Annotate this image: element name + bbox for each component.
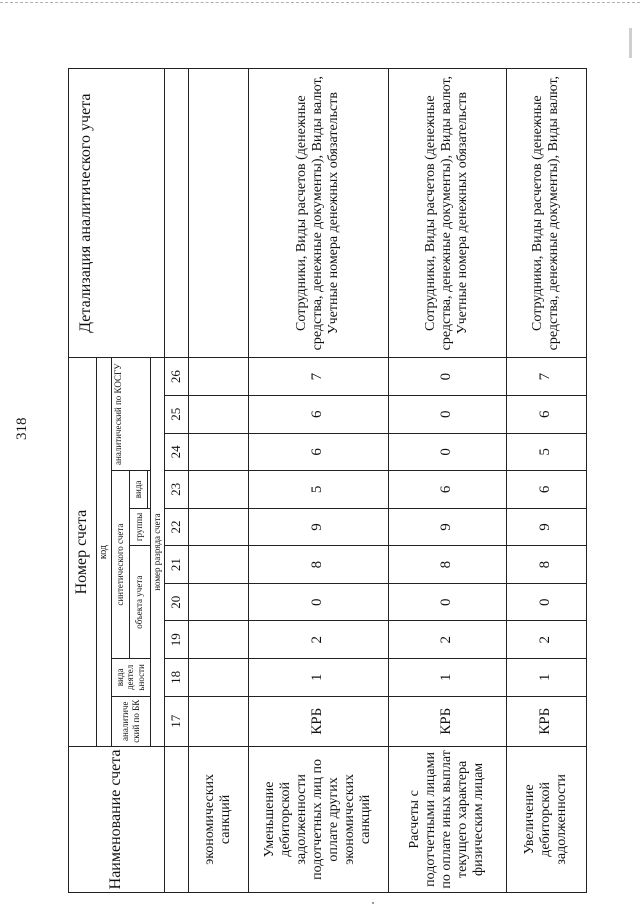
row-1-detail: Сотрудники, Виды расчетов (денежные средства, денежные документы), Виды валют, Учетные номера денежных обязательств [248, 69, 388, 358]
row-3-v17: КРБ [506, 696, 586, 746]
row-0-v21 [188, 546, 248, 584]
scan-artifact [629, 28, 632, 58]
digit-18: 18 [164, 659, 188, 697]
digit-21: 21 [164, 546, 188, 584]
row-2-v22: 9 [388, 508, 506, 546]
row-1-v23: 5 [248, 471, 388, 509]
header-digit-number: номер разряда счета [150, 358, 164, 746]
row-3-v22: 9 [506, 508, 586, 546]
row-0-v19 [188, 621, 248, 659]
row-2-name: Расчеты с подотчетными лицами по оплате иных выплат текущего характера физическим лицам [388, 746, 506, 892]
row-3-v23: 6 [506, 471, 586, 509]
digit-19: 19 [164, 621, 188, 659]
row-1-v24: 6 [248, 433, 388, 471]
scan-edge-line [0, 2, 640, 3]
header-account-number: Номер счета [69, 358, 97, 746]
digit-22: 22 [164, 508, 188, 546]
row-2-v24: 0 [388, 433, 506, 471]
row-0-v23 [188, 471, 248, 509]
header-kind: вида [129, 471, 147, 509]
row-2-v21: 8 [388, 546, 506, 584]
row-0-v25 [188, 395, 248, 433]
header-detail: Детализация аналитического учета [69, 69, 165, 358]
rotated-table-container [68, 68, 580, 893]
row-3-v26: 7 [506, 358, 586, 396]
digit-17: 17 [164, 696, 188, 746]
row-1-v18: 1 [248, 659, 388, 697]
header-object: объекта учета [129, 546, 150, 659]
row-1-v17: КРБ [248, 696, 388, 746]
row-2-detail: Сотрудники, Виды расчетов (денежные средства, денежные документы), Виды валют, Учетные номера денежных обязательств [388, 69, 506, 358]
row-3-v20: 0 [506, 583, 586, 621]
row-0-v17 [188, 696, 248, 746]
row-2-v23: 6 [388, 471, 506, 509]
page-number: 318 [14, 417, 30, 440]
row-0-v20 [188, 583, 248, 621]
row-1-name: Уменьшение дебиторской задолженности подотчетных лиц по оплате других экономических санкций [248, 746, 388, 892]
row-0-detail [188, 69, 248, 358]
row-1-v21: 8 [248, 546, 388, 584]
row-2-v17: КРБ [388, 696, 506, 746]
digit-detail-blank [164, 69, 188, 358]
row-1-v19: 2 [248, 621, 388, 659]
row-2-v19: 2 [388, 621, 506, 659]
row-3-v19: 2 [506, 621, 586, 659]
digit-blank [164, 746, 188, 892]
header-account-name: Наименование счета [69, 746, 165, 892]
row-0-v26 [188, 358, 248, 396]
row-0-v24 [188, 433, 248, 471]
row-2-v26: 0 [388, 358, 506, 396]
digit-25: 25 [164, 395, 188, 433]
row-3-v24: 5 [506, 433, 586, 471]
row-3-name: Увеличение дебиторской задолженности [506, 746, 586, 892]
row-1-v26: 7 [248, 358, 388, 396]
row-1-v25: 6 [248, 395, 388, 433]
row-3-detail: Сотрудники, Виды расчетов (денежные средства, денежные документы), Виды валют, [506, 69, 586, 358]
row-2-v25: 0 [388, 395, 506, 433]
row-3-v21: 8 [506, 546, 586, 584]
digit-26: 26 [164, 358, 188, 396]
row-0-name: экономических санкций [188, 746, 248, 892]
digit-20: 20 [164, 583, 188, 621]
row-1-v20: 0 [248, 583, 388, 621]
digit-24: 24 [164, 433, 188, 471]
row-1-v22: 9 [248, 508, 388, 546]
header-code: код [97, 358, 112, 746]
row-2-v20: 0 [388, 583, 506, 621]
row-0-v18 [188, 659, 248, 697]
row-2-v18: 1 [388, 659, 506, 697]
row-3-v18: 1 [506, 659, 586, 697]
accounts-table [68, 68, 587, 893]
row-0-v22 [188, 508, 248, 546]
row-3-v25: 6 [506, 395, 586, 433]
header-analytic-kosgu: аналитический по КОСГУ [111, 358, 150, 471]
header-group: группы [129, 508, 150, 546]
scan-speck [372, 902, 374, 904]
digit-23: 23 [164, 471, 188, 509]
header-activity-type: вида деятел ьности [111, 659, 150, 697]
header-analytic-bk: аналитиче ский по БК [111, 696, 150, 746]
header-synthetic: синтетического счета [111, 471, 129, 659]
